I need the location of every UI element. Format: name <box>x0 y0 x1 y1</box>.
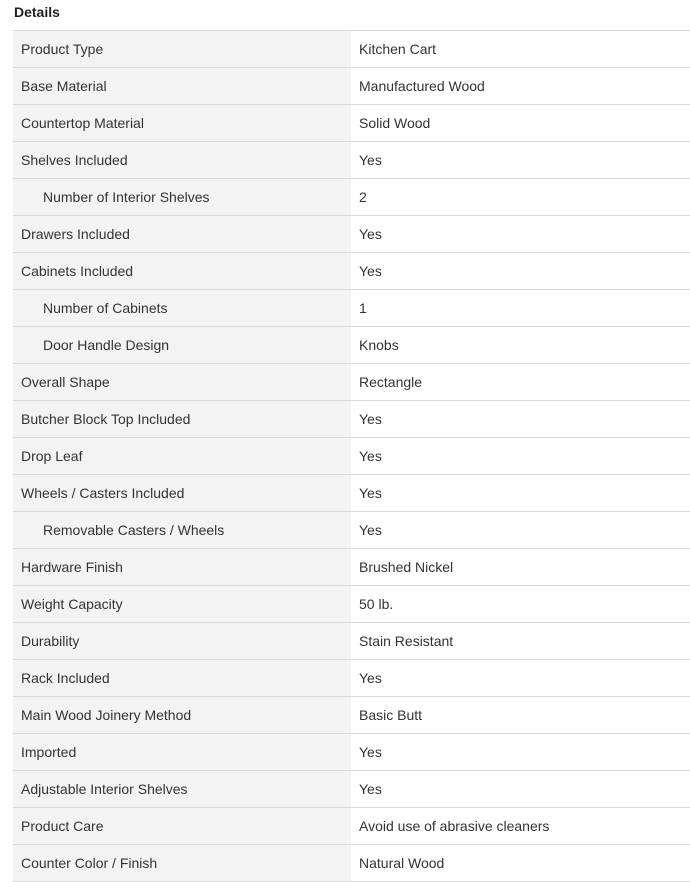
spec-label: Rack Included <box>13 660 351 697</box>
spec-row <box>13 660 690 697</box>
spec-sub-label: Number of Interior Shelves <box>13 179 351 216</box>
spec-row <box>13 327 690 364</box>
spec-row <box>13 845 690 882</box>
spec-sub-label: Number of Cabinets <box>13 290 351 327</box>
spec-label: Weight Capacity <box>13 586 351 623</box>
spec-row <box>13 68 690 105</box>
spec-label: Product Type <box>13 31 351 68</box>
spec-value: Yes <box>351 771 690 808</box>
spec-value: Avoid use of abrasive cleaners <box>351 808 690 845</box>
spec-row <box>13 771 690 808</box>
spec-row <box>13 438 690 475</box>
spec-label: Imported <box>13 734 351 771</box>
spec-label: Hardware Finish <box>13 549 351 586</box>
spec-label: Base Material <box>13 68 351 105</box>
spec-label: Wheels / Casters Included <box>13 475 351 512</box>
section-title: Details <box>14 4 60 20</box>
spec-label: Drawers Included <box>13 216 351 253</box>
spec-value: Stain Resistant <box>351 623 690 660</box>
spec-row <box>13 105 690 142</box>
spec-value: Yes <box>351 216 690 253</box>
spec-row <box>13 253 690 290</box>
spec-label: Durability <box>13 623 351 660</box>
spec-row <box>13 734 690 771</box>
spec-value: 1 <box>351 290 690 327</box>
spec-row <box>13 475 690 512</box>
specifications-body <box>13 31 690 882</box>
spec-row <box>13 586 690 623</box>
spec-value: Yes <box>351 438 690 475</box>
spec-value: Yes <box>351 253 690 290</box>
spec-label: Butcher Block Top Included <box>13 401 351 438</box>
spec-label: Countertop Material <box>13 105 351 142</box>
spec-row <box>13 401 690 438</box>
spec-label: Shelves Included <box>13 142 351 179</box>
spec-value: Natural Wood <box>351 845 690 882</box>
spec-value: Rectangle <box>351 364 690 401</box>
spec-label: Drop Leaf <box>13 438 351 475</box>
spec-label: Product Care <box>13 808 351 845</box>
spec-sub-label: Removable Casters / Wheels <box>13 512 351 549</box>
spec-sub-label: Door Handle Design <box>13 327 351 364</box>
spec-value: Brushed Nickel <box>351 549 690 586</box>
spec-value: Kitchen Cart <box>351 31 690 68</box>
spec-row <box>13 512 690 549</box>
spec-value: Yes <box>351 512 690 549</box>
spec-label: Adjustable Interior Shelves <box>13 771 351 808</box>
spec-label: Overall Shape <box>13 364 351 401</box>
spec-row <box>13 623 690 660</box>
spec-row <box>13 549 690 586</box>
spec-row <box>13 364 690 401</box>
spec-row <box>13 216 690 253</box>
spec-value: Yes <box>351 401 690 438</box>
spec-label: Cabinets Included <box>13 253 351 290</box>
spec-value: Solid Wood <box>351 105 690 142</box>
spec-value: Yes <box>351 475 690 512</box>
specifications-table <box>13 30 690 882</box>
spec-row <box>13 31 690 68</box>
spec-label: Main Wood Joinery Method <box>13 697 351 734</box>
spec-value: Basic Butt <box>351 697 690 734</box>
spec-value: Yes <box>351 734 690 771</box>
spec-value: Yes <box>351 142 690 179</box>
spec-value: Yes <box>351 660 690 697</box>
spec-row <box>13 808 690 845</box>
spec-row <box>13 697 690 734</box>
spec-value: Knobs <box>351 327 690 364</box>
spec-value: 50 lb. <box>351 586 690 623</box>
spec-value: Manufactured Wood <box>351 68 690 105</box>
spec-value: 2 <box>351 179 690 216</box>
spec-row <box>13 179 690 216</box>
spec-row <box>13 142 690 179</box>
spec-label: Counter Color / Finish <box>13 845 351 882</box>
spec-row <box>13 290 690 327</box>
